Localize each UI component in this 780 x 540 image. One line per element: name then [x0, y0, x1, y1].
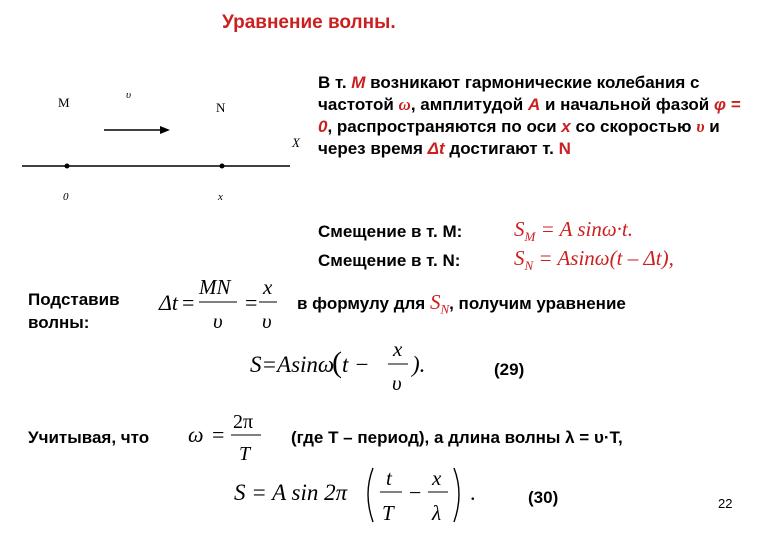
- svg-text:2π: 2π: [233, 411, 254, 433]
- substitute-label: Подставив волны:: [28, 290, 120, 332]
- svg-text:=: =: [245, 290, 258, 315]
- svg-text:.: .: [470, 480, 476, 505]
- velocity-arrow-head: [160, 126, 170, 134]
- svg-text:x: x: [432, 466, 442, 490]
- description-paragraph: В т. M возникают гармонические колебания с частотой ω, амплитудой A и начальной фазой φ = 0, распространяются по оси x со скоростью υ и через время Δt достигают т. N: [318, 73, 741, 158]
- displacement-n-formula: $S_N = Asin\omega(t - \Delta t)$,: [514, 246, 674, 274]
- svg-text:S = A sin 2π: S = A sin 2π: [234, 480, 348, 505]
- point-n-ref: N: [558, 139, 571, 158]
- delta-t-ref: Δt: [427, 139, 445, 158]
- equation-30: [230, 460, 480, 528]
- equation-29-number: (29): [494, 360, 525, 379]
- svg-text:=: =: [182, 290, 195, 315]
- svg-text:(: (: [332, 346, 342, 379]
- substitute-text: в формулу для $S_N$, получим уравнение: [297, 290, 626, 317]
- label-zero: 0: [63, 191, 69, 203]
- axis-x-ref: x: [561, 117, 571, 136]
- svg-text:T: T: [239, 443, 251, 465]
- delta-t-formula: [155, 272, 285, 334]
- omega-formula: [184, 404, 274, 466]
- point-n: [220, 164, 225, 169]
- svg-text:λ: λ: [432, 501, 442, 525]
- wave-diagram: [0, 0, 310, 210]
- velocity-ref: υ: [696, 117, 705, 136]
- svg-text:−: −: [409, 480, 422, 505]
- omega-ref: ω: [398, 95, 411, 114]
- svg-text:x: x: [393, 340, 403, 361]
- displacement-m-label: Смещение в т. M:: [318, 222, 463, 241]
- svg-text:υ: υ: [392, 371, 402, 395]
- svg-text:t −: t −: [342, 352, 370, 377]
- equation-30-number: (30): [528, 488, 559, 507]
- svg-text:=: =: [212, 422, 225, 447]
- page-number: 22: [718, 496, 733, 511]
- page-title: Уравнение волны.: [222, 12, 396, 33]
- label-m: M: [58, 95, 70, 110]
- wavelength-note: (где T – период), а длина волны λ = υ·T,: [291, 428, 623, 447]
- phase-ref: φ = 0: [318, 95, 741, 136]
- svg-text:ω: ω: [188, 422, 204, 447]
- label-x: x: [218, 191, 223, 203]
- amplitude-ref: A: [527, 95, 541, 114]
- svg-text:x: x: [263, 275, 273, 299]
- svg-text:υ: υ: [262, 309, 272, 333]
- point-m: [65, 164, 70, 169]
- svg-text:υ: υ: [213, 309, 223, 333]
- equation-29: [246, 340, 446, 402]
- label-v: υ: [126, 89, 132, 101]
- displacement-n-label: Смещение в т. N:: [318, 251, 461, 270]
- svg-text:).: ).: [412, 352, 426, 377]
- svg-text:S=Asinω: S=Asinω: [250, 352, 335, 377]
- label-n: N: [216, 100, 226, 115]
- considering-label: Учитывая, что: [28, 428, 150, 447]
- svg-text:Δt: Δt: [159, 290, 179, 315]
- svg-text:MN: MN: [199, 275, 231, 299]
- svg-text:t: t: [386, 466, 392, 490]
- svg-text:T: T: [382, 501, 394, 525]
- label-axis-x: X: [292, 135, 300, 150]
- point-m-ref: M: [351, 73, 366, 92]
- displacement-m-formula: $S_M = A$ sinω·t.: [514, 217, 634, 245]
